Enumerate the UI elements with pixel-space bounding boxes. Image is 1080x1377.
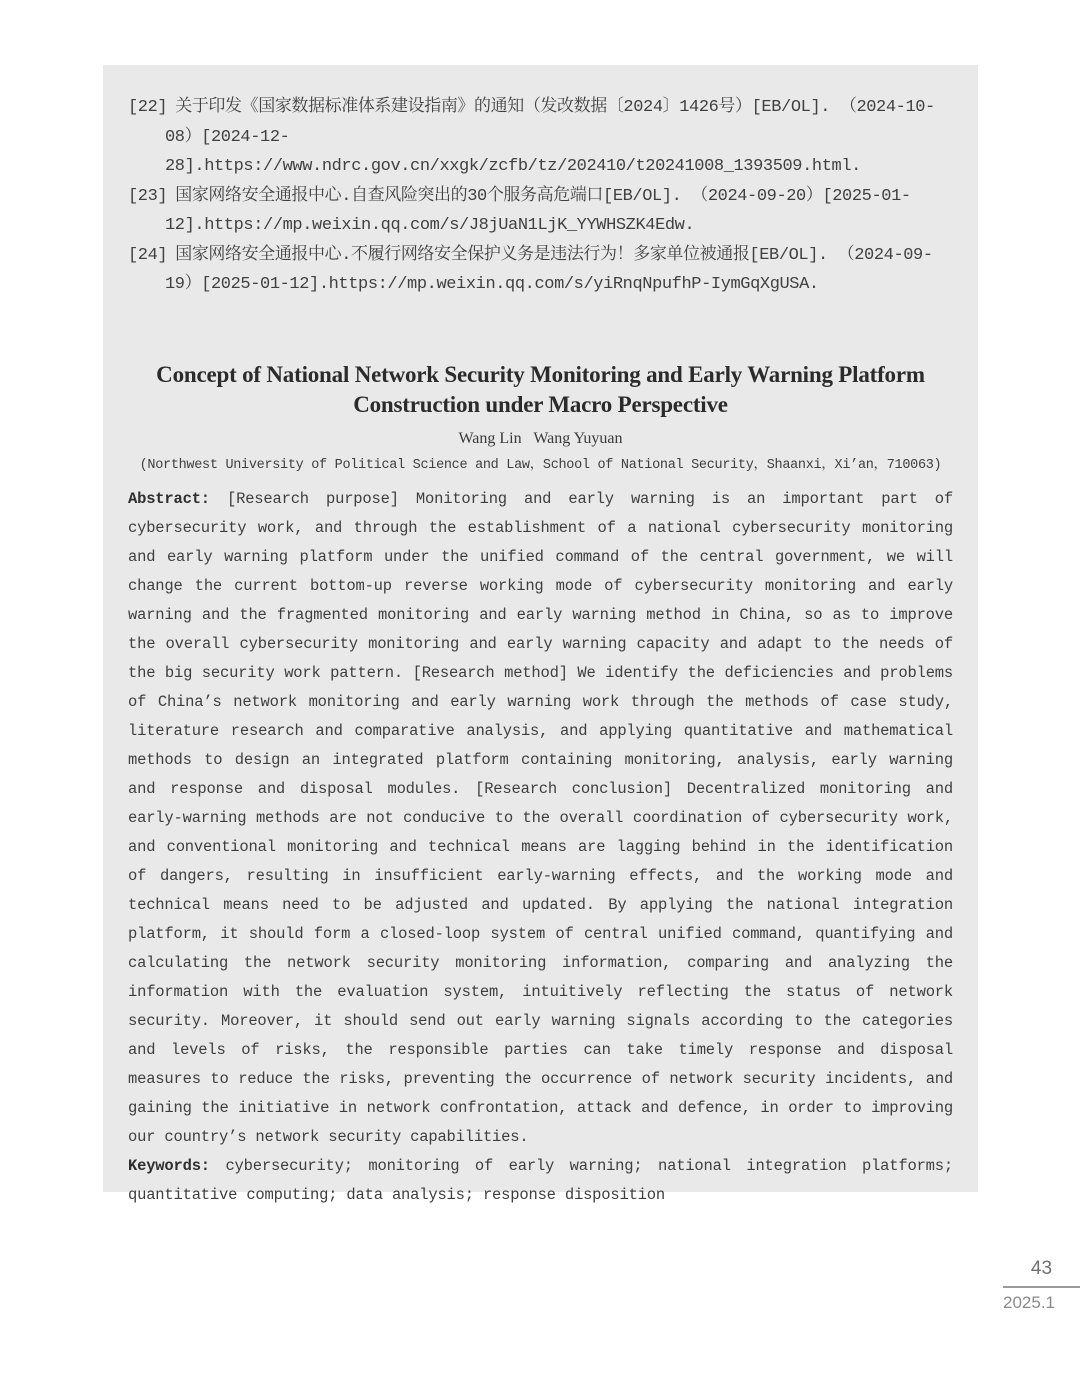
article-authors: Wang Lin Wang Yuyuan	[458, 429, 623, 447]
reference-text: 关于印发《国家数据标准体系建设指南》的通知（发改数据〔2024〕1426号）[EB/OL]. （2024-10-08）[2024-12-28].https://www.ndrc.gov.cn/xxgk/zcfb/tz/202410/t20241008_1393509.html.	[165, 98, 935, 176]
reference-label: [24]	[128, 245, 168, 265]
keywords-paragraph	[128, 1152, 953, 1210]
abstract-text: [Research purpose] Monitoring and early warning is an important part of cybersecurity work, and through the establishment of a national cybersecurity monitoring and early warning platform under the unified command of the central government, we will change the current bottom-up reverse working mode of cybersecurity monitoring and early warning and the fragmented monitoring and early warning method in China, so as to improve the overall cybersecurity monitoring and early warning capacity and adapt to the needs of the big security work pattern. [Research method] We identify the deficiencies and problems of China’s network monitoring and early warning work through the methods of case study, literature research and comparative analysis, and applying quantitative and mathematical methods to design an integrated platform containing monitoring, analysis, early warning and response and disposal modules. [Research conclusion] Decentralized monitoring and early-warning methods are not conducive to the overall coordination of cybersecurity work, and conventional monitoring and technical means are lagging behind in the identification of dangers, resulting in insufficient early-warning effects, and the working mode and technical means need to be adjusted and updated. By applying the national integration platform, it should form a closed-loop system of central unified command, quantifying and calculating the network security monitoring information, comparing and analyzing the information with the evaluation system, intuitively reflecting the status of network security. Moreover, it should send out early warning signals according to the categories and levels of risks, the responsible parties can take timely response and disposal measures to reduce the risks, preventing the occurrence of network security incidents, and gaining the initiative in network confrontation, attack and defence, in order to improving our country’s network security capabilities.	[128, 489, 953, 1146]
reference-text: 国家网络安全通报中心.不履行网络安全保护义务是违法行为！多家单位被通报[EB/OL]. （2024-09-19）[2025-01-12].https://mp.weixin.qq.com/s/yiRnqNpufhP-IymGqXgUSA.	[165, 245, 933, 294]
reference-item-24	[128, 241, 953, 300]
page-number: 43	[1003, 1258, 1080, 1288]
article-title: Concept of National Network Security Monitoring and Early Warning Platform Construction under Macro Perspective	[156, 361, 925, 417]
journal-page	[103, 65, 978, 1204]
reference-item-22	[128, 93, 953, 182]
reference-label: [23]	[128, 186, 168, 206]
keywords-label: Keywords:	[128, 1156, 226, 1175]
keywords-text: cybersecurity; monitoring of early warning; national integration platforms; quantitative computing; data analysis; response disposition	[128, 1156, 953, 1204]
article-affiliation: (Northwest University of Political Science and Law，School of National Security，Shaanxi，Xi’an，710063)	[139, 457, 942, 473]
abstract-label: Abstract:	[128, 489, 227, 508]
reference-label: [22]	[128, 98, 168, 117]
reference-text: 国家网络安全通报中心.自查风险突出的30个服务高危端口[EB/OL]. （2024-09-20）[2025-01-12].https://mp.weixin.qq.com/s/J8jUaN1LjK_YYWHSZK4Edw.	[165, 186, 911, 235]
reference-item-23	[128, 182, 953, 241]
references-list	[128, 93, 953, 300]
journal-issue: 2025.1	[1003, 1293, 1055, 1312]
page-footer	[1003, 1258, 1080, 1313]
abstract-paragraph	[128, 485, 953, 1152]
